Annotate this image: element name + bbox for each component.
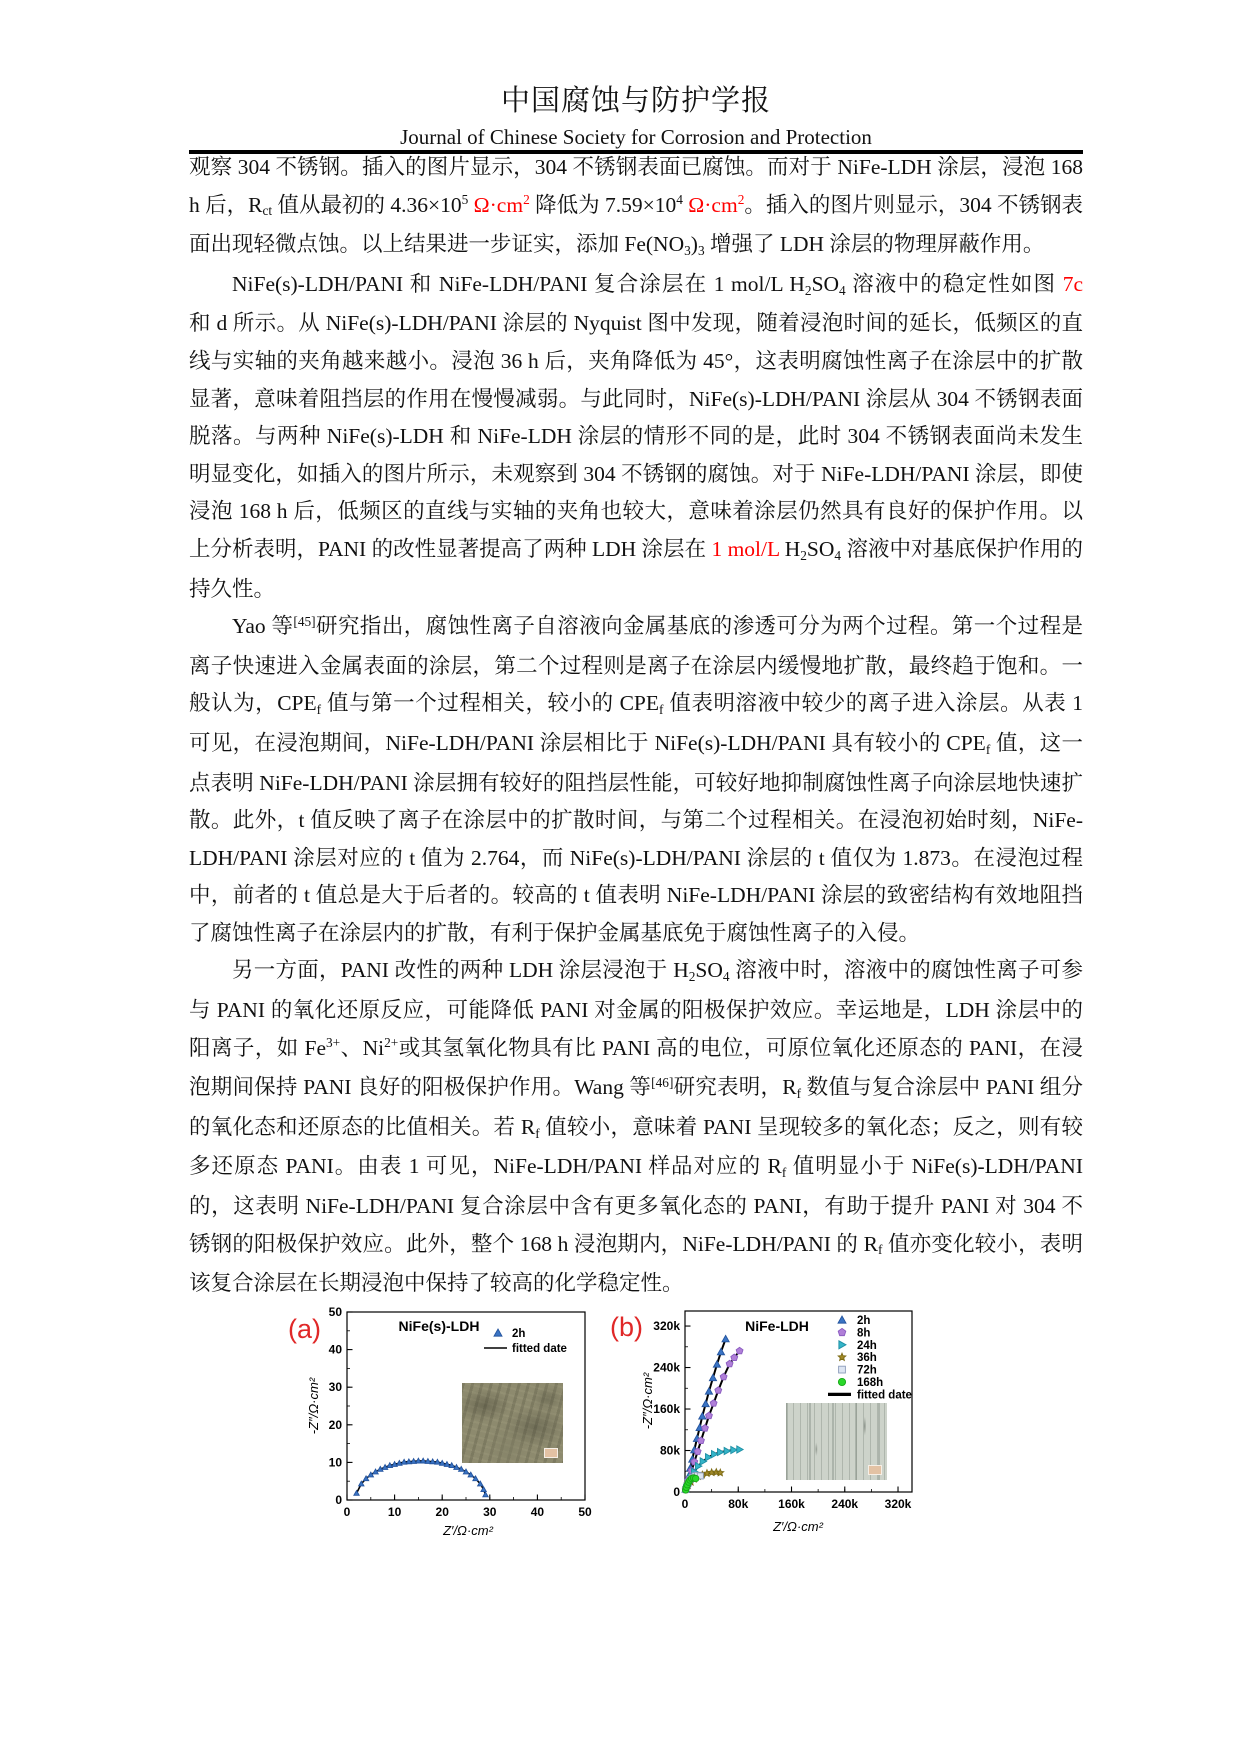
legend-entry-8h xyxy=(838,1327,870,1339)
photo-scalebar xyxy=(868,1465,882,1475)
y-tick-label: 240k xyxy=(653,1360,680,1375)
panel-label-a: (a) xyxy=(288,1314,321,1344)
fitted-line-2h xyxy=(357,1461,486,1495)
legend-entry-2h xyxy=(494,1328,525,1340)
y-tick-label: 10 xyxy=(328,1455,342,1470)
legend-entry-fitted xyxy=(484,1343,567,1355)
x-tick-label: 320k xyxy=(884,1497,912,1511)
journal-title-en: Journal of Chinese Society for Corrosion and Protection xyxy=(400,125,872,149)
chart-title: NiFe(s)-LDH xyxy=(398,1318,480,1334)
legend-entry-fitted xyxy=(828,1389,912,1401)
y-tick-label: 40 xyxy=(328,1342,342,1357)
y-tick-label: 20 xyxy=(328,1417,342,1432)
svg-text:24h: 24h xyxy=(857,1339,877,1352)
x-tick-label: 80k xyxy=(728,1497,749,1511)
y-axis-label: -Z″/Ω·cm² xyxy=(306,1377,321,1435)
x-tick-label: 40 xyxy=(530,1505,545,1519)
journal-title-zh: 中国腐蚀与防护学报 xyxy=(500,85,771,117)
legend-entry-24h xyxy=(839,1340,877,1352)
x-tick-label: 20 xyxy=(435,1505,449,1519)
legend-entry-168h xyxy=(838,1377,883,1389)
x-axis-label: Z′/Ω·cm² xyxy=(443,1523,493,1538)
article-body xyxy=(189,149,1083,1303)
svg-text:168h: 168h xyxy=(857,1377,884,1389)
svg-text:fitted date: fitted date xyxy=(512,1343,567,1355)
svg-text:72h: 72h xyxy=(857,1364,877,1377)
paragraph-4: 另一方面，PANI 改性的两种 LDH 涂层浸泡于 H2SO4 溶液中时，溶液中的腐蚀性离子可参与 PANI 的氧化还原反应，可能降低 PANI 对金属的阳极保护效应。幸运地是，LDH 涂层中的阳离子，如 $Fe^{3+}$、$Ni^{2+}$或其氢氧化物具有比 PANI 高的电位，可原位氧化还原态的 PANI，在浸泡期间保持 PANI 良好的阳极保护作用。Wang 等[46]研究表明，Rf 数值与复合涂层中 PANI 组分的氧化态和还原态的比值相关。若 Rf 值较小，意味着 PANI 呈现较多的氧化态；反之，则有较多还原态 PANI。由表 1 可见，NiFe-LDH/PANI 样品对应的 Rf 值明显小于 NiFe(s)-LDH/PANI 的，这表明 NiFe-LDH/PANI 复合涂层中含有更多氧化态的 PANI，有助于提升 PANI 对 304 不锈钢的阳极保护效应。此外，整个 168 h 浸泡期内，NiFe-LDH/PANI 的 Rf 值亦变化较小，表明该复合涂层在长期浸泡中保持了较高的化学稳定性。 xyxy=(189,958,1084,1296)
svg-text:2h: 2h xyxy=(857,1315,871,1327)
x-axis-label: Z′/Ω·cm² xyxy=(773,1519,823,1534)
figure-panel-b xyxy=(580,1300,1010,1580)
x-tick-label: 30 xyxy=(483,1505,497,1519)
svg-text:8h: 8h xyxy=(857,1327,871,1340)
legend-entry-2h xyxy=(838,1315,870,1327)
x-tick-label: 0 xyxy=(681,1497,689,1511)
journal-header xyxy=(189,78,1083,150)
x-tick-label: 0 xyxy=(343,1505,351,1519)
series-2h xyxy=(354,1458,488,1497)
chart-title: NiFe-LDH xyxy=(745,1318,809,1334)
legend-entry-36h xyxy=(838,1352,877,1364)
svg-text:2h: 2h xyxy=(512,1328,526,1340)
paragraph-2: NiFe(s)-LDH/PANI 和 NiFe-LDH/PANI 复合涂层在 1 mol/L H2SO4 溶液中的稳定性如图 7c 和 d 所示。从 NiFe(s)-LDH/PANI 涂层的 Nyquist 图中发现，随着浸泡时间的延长，低频区的直线与实轴的夹角越来越小。浸泡 36 h 后，夹角降低为 45°，这表明腐蚀性离子在涂层中的扩散显著，意味着阻挡层的作用在慢慢减弱。与此同时，NiFe(s)-LDH/PANI 涂层从 304 不锈钢表面脱落。与两种 NiFe(s)-LDH 和 NiFe-LDH 涂层的情形不同的是，此时 304 不锈钢表面尚未发生明显变化，如插入的图片所示，未观察到 304 不锈钢的腐蚀。对于 NiFe-LDH/PANI 涂层，即使浸泡 168 h 后，低频区的直线与实轴的夹角也较大，意味着涂层仍然具有良好的保护作用。以上分析表明，PANI 的改性显著提高了两种 LDH 涂层在 1 mol/L H2SO4 溶液中对基底保护作用的持久性。 xyxy=(189,271,1083,601)
y-axis-label: -Z″/Ω·cm² xyxy=(640,1372,655,1430)
photo-scalebar xyxy=(544,1448,558,1458)
svg-text:36h: 36h xyxy=(857,1352,877,1365)
svg-text:fitted date: fitted date xyxy=(857,1389,912,1402)
y-tick-label: 0 xyxy=(335,1493,342,1507)
inset-photo-corroded-surface xyxy=(462,1383,563,1463)
y-tick-label: 320k xyxy=(653,1319,680,1334)
panel-label-b: (b) xyxy=(610,1312,643,1342)
x-tick-label: 240k xyxy=(831,1497,859,1511)
y-tick-label: 80k xyxy=(659,1443,680,1458)
y-tick-label: 160k xyxy=(653,1402,680,1417)
x-tick-label: 50 xyxy=(578,1505,592,1519)
y-tick-label: 50 xyxy=(328,1305,342,1319)
paragraph-1: 观察 304 不锈钢。插入的图片显示，304 不锈钢表面已腐蚀。而对于 NiFe-LDH 涂层，浸泡 168 h 后，Rct 值从最初的 $4.36\times 10^5$ $\Omega\cdot cm^2$ 降低为 $7.59\times 10^4$ $\Omega\cdot cm^2$。插入的图片则显示，304 不锈钢表面出现轻微点蚀。以上结果进一步证实，添加 Fe(NO3)3 增强了 LDH 涂层的物理屏蔽作用。 xyxy=(189,155,1084,258)
x-tick-label: 160k xyxy=(778,1497,805,1511)
y-tick-label: 0 xyxy=(673,1485,680,1499)
legend-entry-72h xyxy=(839,1365,877,1377)
paragraph-3: Yao 等[45]研究指出，腐蚀性离子自溶液向金属基底的渗透可分为两个过程。第一个过程是离子快速进入金属表面的涂层，第二个过程则是离子在涂层内缓慢地扩散，最终趋于饱和。一般认为，CPEf 值与第一个过程相关，较小的 CPEf 值表明溶液中较少的离子进入涂层。从表 1 可见，在浸泡期间，NiFe-LDH/PANI 涂层相比于 NiFe(s)-LDH/PANI 具有较小的 CPEf 值，这一点表明 NiFe-LDH/PANI 涂层拥有较好的阻挡层性能，可较好地抑制腐蚀性离子向涂层地快速扩散。此外，t 值反映了离子在涂层中的扩散时间，与第二个过程相关。在浸泡初始时刻，NiFe-LDH/PANI 涂层对应的 t 值为 2.764，而 NiFe(s)-LDH/PANI 涂层的 t 值仅为 1.873。在浸泡过程中，前者的 t 值总是大于后者的。较高的 t 值表明 NiFe-LDH/PANI 涂层的致密结构有效地阻挡了腐蚀性离子在涂层内的扩散，有利于保护金属基底免于腐蚀性离子的入侵。 xyxy=(189,613,1083,945)
x-tick-label: 10 xyxy=(387,1505,402,1519)
inset-photo-intact-surface xyxy=(786,1403,887,1480)
y-tick-label: 30 xyxy=(328,1380,342,1395)
